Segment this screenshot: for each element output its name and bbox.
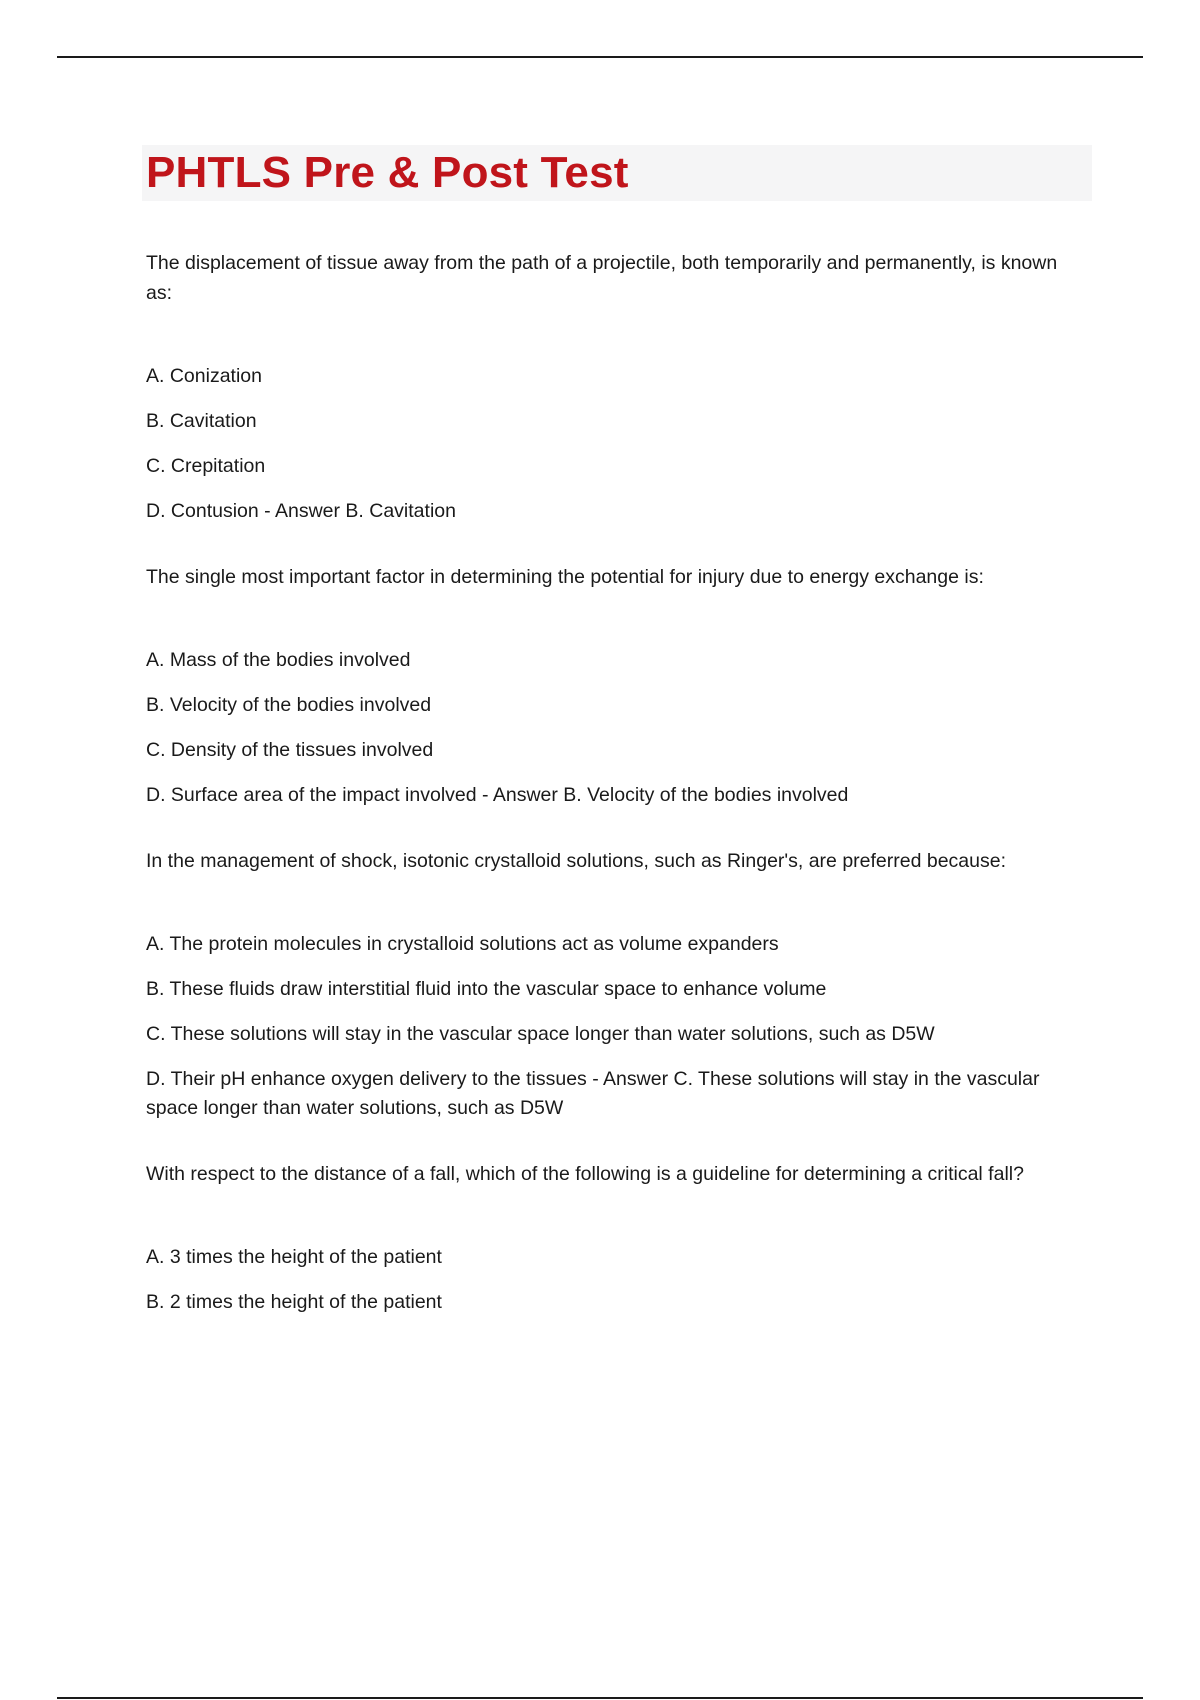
page-title: PHTLS Pre & Post Test [146,148,629,197]
question-text: In the management of shock, isotonic crystalloid solutions, such as Ringer's, are preferred because: [146,850,1006,872]
question-3 [142,846,1092,1123]
option-item-with-answer: D. Surface area of the impact involved - Answer B. Velocity of the bodies involved [146,784,849,806]
option-item: B. 2 times the height of the patient [146,1291,442,1313]
option-item: C. Crepitation [146,455,266,477]
option-item: A. 3 times the height of the patient [146,1246,442,1268]
question-list [142,248,1092,1317]
document-body [142,145,1092,1353]
header-rule [57,56,1143,58]
option-item: C. These solutions will stay in the vascular space longer than water solutions, such as D5W [146,1023,935,1045]
question-4 [142,1159,1092,1317]
footer-rule [57,1697,1143,1699]
option-item: A. Conization [146,365,262,387]
option-list [142,1243,1092,1317]
option-item: A. Mass of the bodies involved [146,649,411,671]
option-item: B. Cavitation [146,410,257,432]
option-list [142,362,1092,526]
option-item: B. Velocity of the bodies involved [146,694,432,716]
question-text: With respect to the distance of a fall, which of the following is a guideline for determining a critical fall? [146,1163,1024,1185]
option-item-with-answer: D. Their pH enhance oxygen delivery to the tissues - Answer C. These solutions will stay in the vascular space longer than water solutions, such as D5W [146,1068,1040,1119]
question-text: The single most important factor in determining the potential for injury due to energy exchange is: [146,566,984,588]
option-item-with-answer: D. Contusion - Answer B. Cavitation [146,500,456,522]
question-2 [142,562,1092,810]
question-1 [142,248,1092,526]
option-item: B. These fluids draw interstitial fluid into the vascular space to enhance volume [146,978,827,1000]
option-item: A. The protein molecules in crystalloid solutions act as volume expanders [146,933,779,955]
option-item: C. Density of the tissues involved [146,739,434,761]
option-list [142,930,1092,1123]
option-list [142,646,1092,810]
question-text: The displacement of tissue away from the path of a projectile, both temporarily and permanently, is known as: [146,252,1058,304]
title-band [142,145,1092,201]
